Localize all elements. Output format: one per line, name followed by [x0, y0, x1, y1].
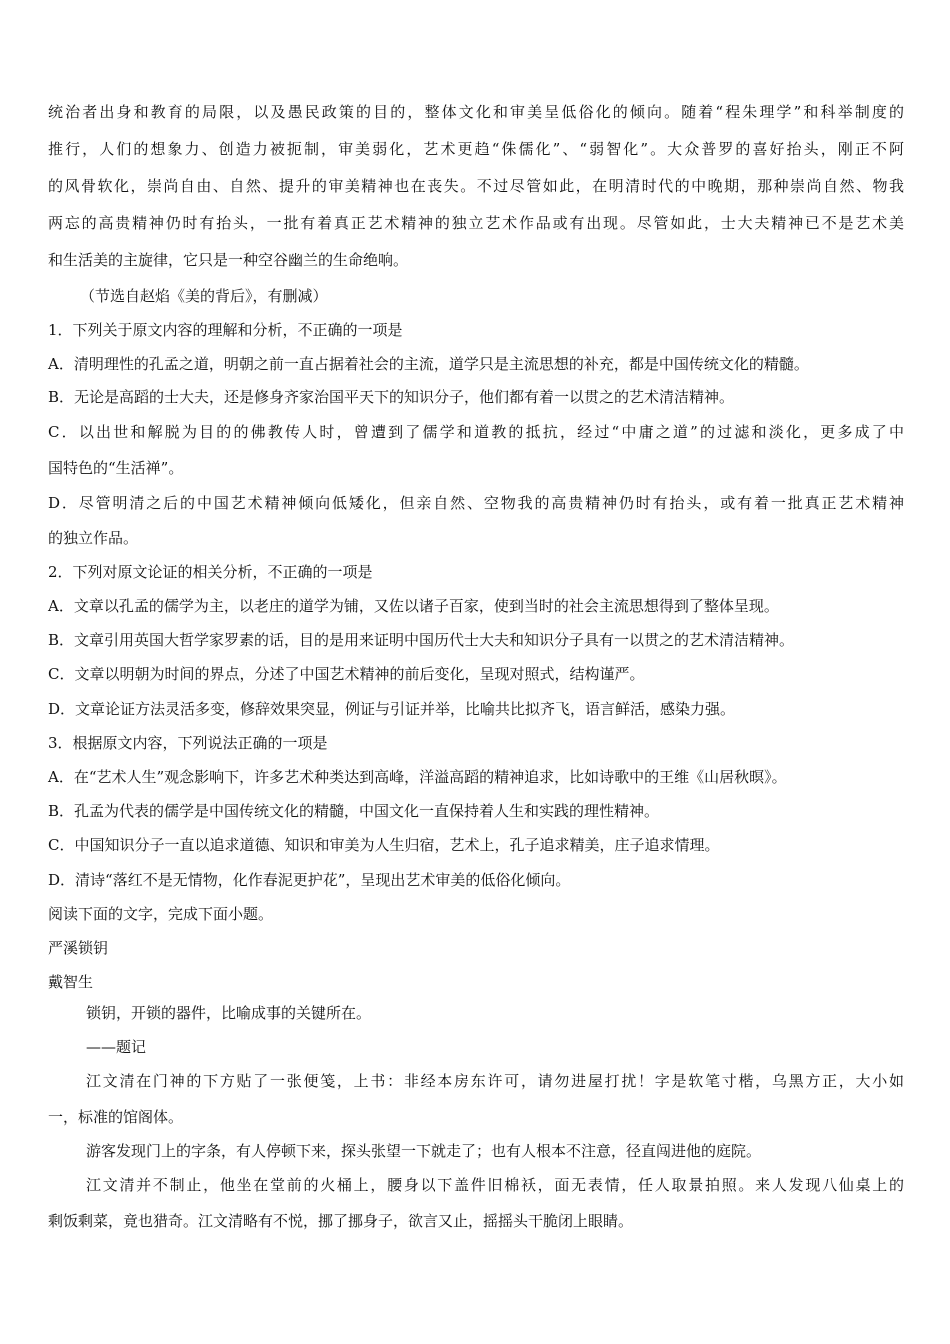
question-2-stem: 2．下列对原文论证的相关分析，不正确的一项是: [48, 563, 373, 581]
question-3-option-c: C．中国知识分子一直以追求道德、知识和审美为人生归宿，艺术上，孔子追求精美，庄子追求情理。: [48, 836, 720, 854]
question-1-option-c: C．以出世和解脱为目的的佛教传人时，曾遭到了儒学和道教的抵抗，经过“中庸之道”的过滤和淡化，更多成了中: [48, 423, 904, 441]
question-2-option-b: B．文章引用英国大哲学家罗素的话，目的是用来证明中国历代士大夫和知识分子具有一以贯之的艺术清洁精神。: [48, 631, 795, 649]
story-epigraph-sign: ——题记: [86, 1038, 147, 1056]
story-paragraph-cont: 剩饭剩菜，竟也猎奇。江文清略有不悦，挪了挪身子，欲言又止，摇摇头干脆闭上眼睛。: [48, 1212, 634, 1230]
source-note: （节选自赵焰《美的背后》，有删减）: [80, 287, 328, 305]
question-2-option-d: D．文章论证方法灵活多变，修辞效果突显，例证与引证并举，比喻共比拟齐飞，语言鲜活，感染力强。: [48, 700, 736, 718]
passage-line: 两忘的高贵精神仍时有抬头，一批有着真正艺术精神的独立艺术作品或有出现。尽管如此，士大夫精神已不是艺术美: [48, 214, 904, 232]
question-1-option-a: A．清明理性的孔孟之道，明朝之前一直占据着社会的主流，道学只是主流思想的补充，都是中国传统文化的精髓。: [48, 355, 809, 373]
story-title: 严溪锁钥: [48, 939, 109, 957]
passage-line: 推行，人们的想象力、创造力被扼制，审美弱化，艺术更趋“侏儒化”、“弱智化”。大众普罗的喜好抬头，刚正不阿: [48, 140, 904, 158]
question-3-option-b: B．孔孟为代表的儒学是中国传统文化的精髓，中国文化一直保持着人生和实践的理性精神。: [48, 802, 660, 820]
question-1-option-d-cont: 的独立作品。: [48, 529, 139, 547]
story-paragraph-cont: 一，标准的馆阁体。: [48, 1108, 184, 1126]
reading-instruction: 阅读下面的文字，完成下面小题。: [48, 905, 274, 923]
story-paragraph: 游客发现门上的字条，有人停顿下来，探头张望一下就走了；也有人根本不注意，径直闯进他的庭院。: [86, 1142, 762, 1160]
question-1-stem: 1．下列关于原文内容的理解和分析，不正确的一项是: [48, 321, 403, 339]
story-author: 戴智生: [48, 973, 94, 991]
passage-line: 统治者出身和教育的局限，以及愚民政策的目的，整体文化和审美呈低俗化的倾向。随着“程朱理学”和科举制度的: [48, 103, 904, 121]
story-paragraph: 江文清在门神的下方贴了一张便笺，上书：非经本房东许可，请勿进屋打扰！字是软笔寸楷，乌黑方正，大小如: [86, 1072, 904, 1090]
question-3-option-a: A．在“艺术人生”观念影响下，许多艺术种类达到高峰，洋溢高蹈的精神追求，比如诗歌中的王维《山居秋暝》。: [48, 768, 787, 786]
question-1-option-c-cont: 国特色的“生活禅”。: [48, 459, 184, 477]
story-epigraph: 锁钥，开锁的器件，比喻成事的关键所在。: [86, 1004, 372, 1022]
question-2-option-a: A．文章以孔孟的儒学为主，以老庄的道学为铺，又佐以诸子百家，使到当时的社会主流思想得到了整体呈现。: [48, 597, 779, 615]
passage-line: 和生活美的主旋律，它只是一种空谷幽兰的生命绝响。: [48, 251, 409, 269]
question-3-stem: 3．根据原文内容，下列说法正确的一项是: [48, 734, 328, 752]
story-paragraph: 江文清并不制止，他坐在堂前的火桶上，腰身以下盖件旧棉袄，面无表情，任人取景拍照。来人发现八仙桌上的: [86, 1176, 904, 1194]
passage-line: 的风骨软化，崇尚自由、自然、提升的审美精神也在丧失。不过尽管如此，在明清时代的中晚期，那种崇尚自然、物我: [48, 177, 904, 195]
question-1-option-d: D．尽管明清之后的中国艺术精神倾向低矮化，但亲自然、空物我的高贵精神仍时有抬头，或有着一批真正艺术精神: [48, 494, 904, 512]
question-2-option-c: C．文章以明朝为时间的界点，分述了中国艺术精神的前后变化，呈现对照式，结构谨严。: [48, 665, 645, 683]
question-1-option-b: B．无论是高蹈的士大夫，还是修身齐家治国平天下的知识分子，他们都有着一以贯之的艺术清洁精神。: [48, 388, 735, 406]
question-3-option-d: D．清诗“落红不是无情物，化作春泥更护花”，呈现出艺术审美的低俗化倾向。: [48, 871, 571, 889]
